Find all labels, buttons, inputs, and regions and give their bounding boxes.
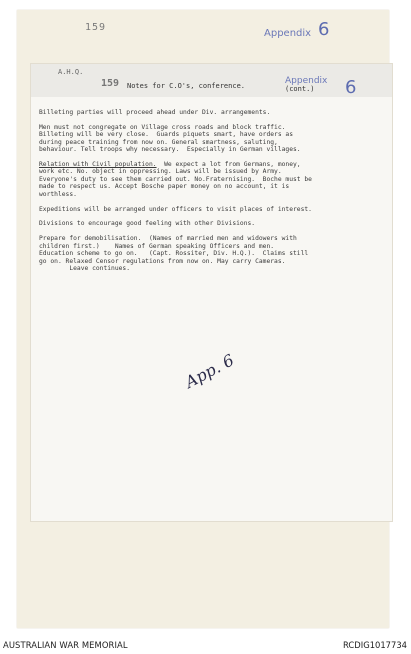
text-line: Prepare for demobilisation. (Names of married men and widowers with <box>39 235 297 243</box>
paragraph-expeditions <box>39 206 389 213</box>
footer <box>0 637 411 654</box>
paragraph-demobilisation <box>39 235 389 272</box>
continued-label: (cont.) <box>285 85 315 93</box>
text-line: go on. Relaxed Censor regulations from now on. May carry Cameras. <box>39 257 286 265</box>
paragraph-conduct <box>39 124 389 154</box>
document-title: Notes for C.O's, conference. <box>127 82 246 90</box>
back-page-number: 159 <box>85 22 107 33</box>
text-line: Education scheme to go on. (Capt. Rossiter, Div. H.Q.). Claims still <box>39 250 309 258</box>
text-line: behaviour. Tell troops why necessary. Especially in German villages. <box>39 146 301 154</box>
front-sheet <box>30 63 393 522</box>
text-line: Divisions to encourage good feeling with other Divisions. <box>39 220 256 228</box>
footer-archive-name: AUSTRALIAN WAR MEMORIAL <box>3 640 128 650</box>
body-text <box>39 109 389 280</box>
underlined-heading: Relation with Civil population. <box>39 161 157 169</box>
page-number: 159 <box>101 78 120 89</box>
reference: A.H.Q. <box>58 68 84 76</box>
appendix-number: 6 <box>345 77 357 98</box>
paragraph-civil-population <box>39 161 389 198</box>
back-appendix-label: Appendix <box>264 28 312 39</box>
appendix-label: Appendix <box>285 76 328 86</box>
text-line: Men must not congregate on Village cross roads and block traffic. <box>39 123 286 131</box>
text-line: Billeting will be very close. Guards piquets smart, have orders as <box>39 131 294 139</box>
text-line: work etc. No. object in oppressing. Laws will be issued by Army. <box>39 168 282 176</box>
text-line: Leave continues. <box>39 265 130 272</box>
text-line: during peace training from now on. General smartness, saluting, <box>39 138 278 146</box>
handwritten-note: App. 6 <box>182 350 238 392</box>
text-line: Everyone's duty to see them carried out. No.Fraternising. Boche must be <box>39 175 312 183</box>
text-line: made to respect us. Accept Bosche paper money on no account, it is <box>39 183 290 191</box>
text-line: worthless. <box>39 190 77 198</box>
text-line: Billeting parties will proceed ahead under Div. arrangements. <box>39 109 271 116</box>
header-band <box>31 64 392 97</box>
footer-record-id: RCDIG1017734 <box>343 640 407 650</box>
text-line: Relation with Civil population. We expect a lot from Germans, money, <box>39 161 301 169</box>
text-line: children first.) Names of German speaking Officers and men. <box>39 242 275 250</box>
back-appendix-number: 6 <box>318 19 330 40</box>
paragraph-billeting-parties <box>39 109 389 116</box>
paragraph-divisions <box>39 220 389 227</box>
text-line: Expeditions will be arranged under officers to visit places of interest. <box>39 205 312 213</box>
